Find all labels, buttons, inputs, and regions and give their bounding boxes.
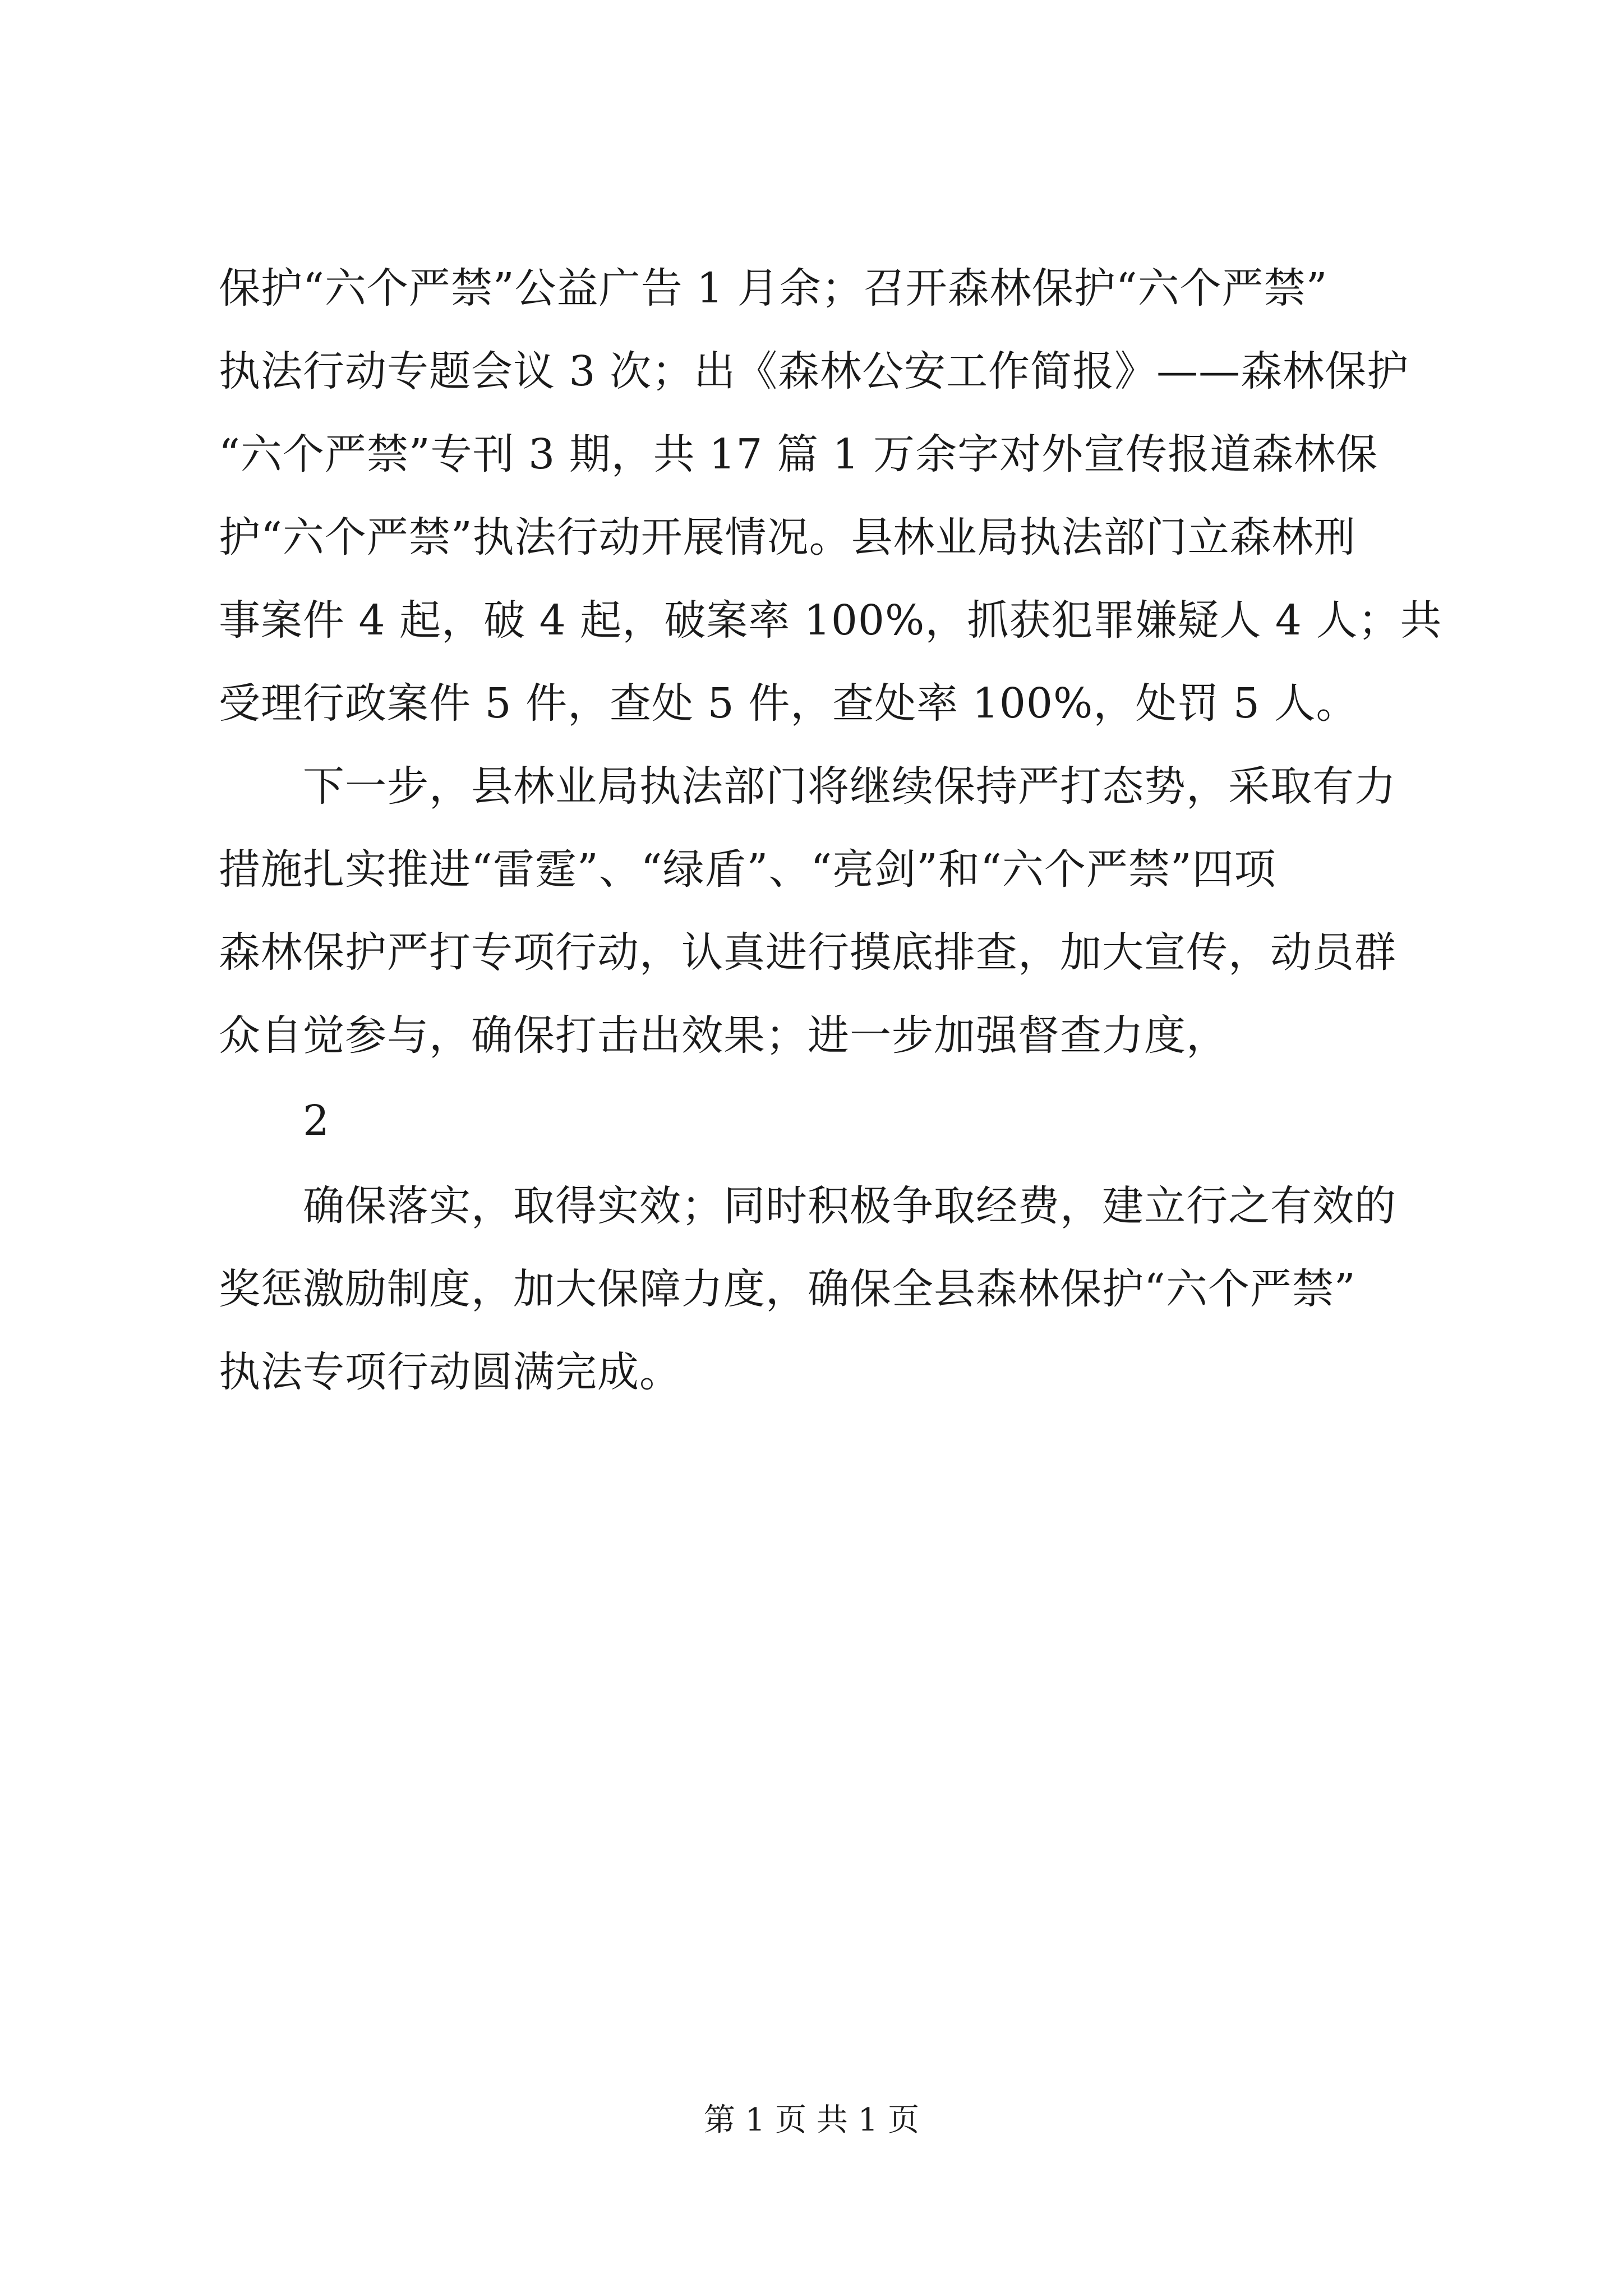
- paragraph-line: “六个严禁”专刊 3 期，共 17 篇 1 万余字对外宣传报道森林保: [219, 430, 1378, 478]
- paragraph-line: 护“六个严禁”执法行动开展情况。县林业局执法部门立森林刑: [219, 513, 1356, 562]
- paragraph-line: 确保落实，取得实效；同时积极争取经费，建立行之有效的: [303, 1182, 1396, 1230]
- document-body: [219, 247, 1442, 1414]
- paragraph-line: 保护“六个严禁”公益广告 1 月余；召开森林保护“六个严禁”: [219, 264, 1328, 312]
- paragraph-line: 森林保护严打专项行动，认真进行摸底排查，加大宣传，动员群: [219, 928, 1396, 977]
- paragraph-line: 措施扎实推进“雷霆”、“绿盾”、“亮剑”和“六个严禁”四项: [219, 845, 1276, 894]
- paragraph-line: 事案件 4 起，破 4 起，破案率 100%，抓获犯罪嫌疑人 4 人；共: [219, 596, 1442, 645]
- paragraph-line: 众自觉参与，确保打击出效果；进一步加强督查力度，: [219, 1011, 1228, 1060]
- paragraph-1: [219, 247, 1442, 745]
- paragraph-line: 下一步，县林业局执法部门将继续保持严打态势，采取有力: [303, 762, 1396, 811]
- page-footer: 第 1 页 共 1 页: [703, 2102, 920, 2138]
- paragraph-line: 执法行动专题会议 3 次；出《森林公安工作简报》——森林保护: [219, 347, 1409, 395]
- paragraph-line: 奖惩激励制度，加大保障力度，确保全县森林保护“六个严禁”: [219, 1265, 1356, 1313]
- paragraph-line: 执法专项行动圆满完成。: [219, 1348, 681, 1396]
- paragraph-2: [219, 745, 1408, 1077]
- inline-page-number: 2: [303, 1097, 330, 1145]
- paragraph-3: [219, 1165, 1408, 1414]
- paragraph-line: 受理行政案件 5 件，查处 5 件，查处率 100%，处罚 5 人。: [219, 679, 1358, 728]
